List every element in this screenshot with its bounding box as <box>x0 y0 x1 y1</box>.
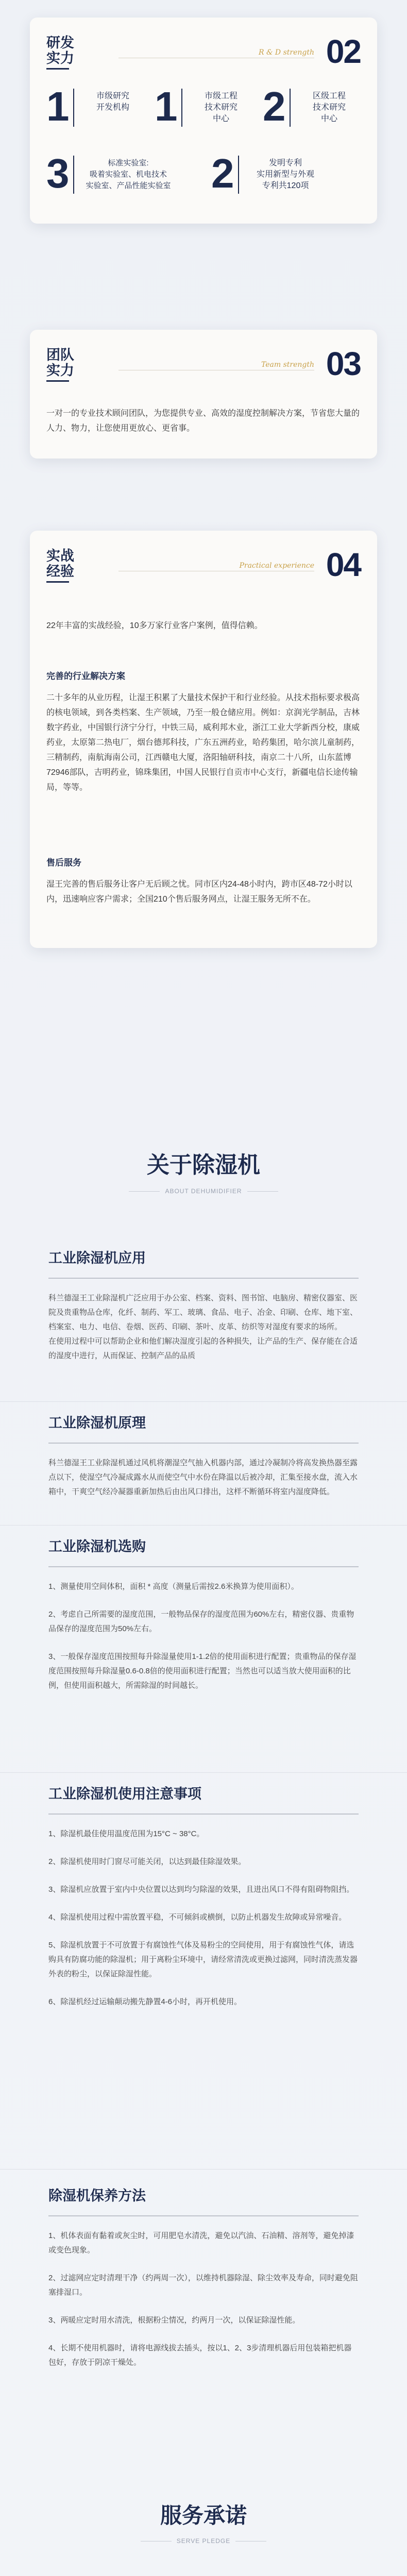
rd-card <box>30 18 377 224</box>
experience-intro: 22年丰富的实战经验，10多万家行业客户案例，值得信赖。 <box>46 621 263 630</box>
stat-item: 1 市级研究 开发机构 <box>46 83 129 129</box>
article-body: 科兰德湿王工业除湿机通过风机将潮湿空气抽入机器内部，通过冷凝制冷将高发换热器至露点以下，使湿空气冷凝成露水从而使空气中水份在降温以后被冷却，汇集至接水盘，流入水箱中，干爽空气经冷凝器重新加热后由出风口排出，这样不断循环将室内湿度降低。 <box>48 1459 358 1496</box>
article-body: 1、测量使用空间体积，面积 * 高度（测量后需按2.6米换算为使用面积）。 2、考虑自己所需要的湿度范围，一般物品保存的湿度范围为60%左右，精密仪器、贵重物品保存的湿度范围为50%左右。 3、一般保存湿度范围按照每升除湿量使用1-1.2倍的使用面积进行配置；贵重物品的保存湿度范围按照每升除湿量0.6-0.8倍的使用面积进行配置；当然也可以适当放大使用面积的比例，但使用面积越大，所需除湿的时间越长。 <box>48 1582 357 1690</box>
experience-header <box>46 548 361 584</box>
rd-header <box>46 35 361 71</box>
rd-script: R & D strength <box>259 48 314 57</box>
team-title: 团队 实力 <box>46 347 118 378</box>
experience-number: 04 <box>326 546 361 583</box>
stat-item: 1 市级工程 技术研究 中心 <box>155 83 238 129</box>
article-body: 科兰德湿王工业除湿机广泛应用于办公室、档案、资料、图书馆、电脑房、精密仪器室、医院及贵重物品仓库，化纤、制药、军工、玻璃、食品、电子、冶金、印刷、仓库、地下室、档案室、电力、电信、卷烟、医药、印刷、茶叶、皮革、纺织等对湿度有要求的场所。 在使用过程中可以帮助企业和他们解决湿度引起的各种损失，让产品的生产、保存能在合适的湿度中进行，从而保证、控制产品的品质 <box>48 1294 358 1360</box>
solutions-heading: 完善的行业解决方案 <box>46 671 125 681</box>
after-sales-heading: 售后服务 <box>46 858 81 868</box>
article-title: 除湿机保养方法 <box>48 2188 146 2204</box>
service-title: 服务承诺 <box>160 2503 247 2528</box>
experience-title: 实战 经验 <box>46 548 118 579</box>
after-sales-text: 湿王完善的售后服务让客户无后顾之忧。同市区内24-48小时内，跨市区48-72小时以内，迅速响应客户需求；全国210个售后服务网点，让湿王服务无所不在。 <box>46 880 352 904</box>
solutions-text: 二十多年的从业历程，让湿王积累了大量技术保护干和行业经验。从技术指标要求极高的核电领域，到各类档案、生产领域，乃至一般仓储应用。例如：京润光学制品，吉林数字药业，中国银行济宁分行，中铁三局，威利邦木业，浙江工业大学新西分校，康威药业，太原第二热电厂，烟台德邦科技，广东五洲药业，哈药集团，哈尔滨儿童制药，三精制药，南航海南公司，江西赣电大厦，洛阳轴研科技，南京二十八所，山东蓝博72946部队，吉明药业，锦珠集团，中国人民银行自贡市中心支行，新疆电信长途传输局，等等。 <box>46 693 360 792</box>
about-subtitle: ABOUT DEHUMIDIFIER <box>0 1188 407 1195</box>
article-title: 工业除湿机选购 <box>48 1539 146 1554</box>
team-number: 03 <box>326 345 361 382</box>
team-description: 一对一的专业技术顾问团队，为您提供专业、高效的湿度控制解决方案，节省您大量的人力、物力，让您使用更放心、更省事。 <box>46 409 360 433</box>
experience-script: Practical experience <box>239 562 314 570</box>
rd-number: 02 <box>326 33 361 70</box>
article-body: 1、机体表面有黏着或灰尘时，可用肥皂水清洗，避免以汽油、石油精、溶剂等，避免掉漆或变色现象。 2、过滤网应定时清理干净（约两周一次），以维持机器除湿、除尘效率及寿命，同时避免阻塞排湿口。 3、两暖应定时用水清洗，根据粉尘情况，约两月一次，以保证除湿性能。 4、长期不使用机器时，请将电源线拔去插头，按以1、2、3步清理机器后用包装箱把机器包好，存放于阴凉干燥处。 <box>48 2231 358 2367</box>
stat-item: 2 发明专利 实用新型与外观 专利共120项 <box>211 150 314 196</box>
team-script: Team strength <box>261 361 314 369</box>
team-header <box>46 347 361 383</box>
experience-card <box>30 531 377 948</box>
article-title: 工业除湿机应用 <box>48 1250 146 1266</box>
stat-item: 3 标准实验室: 吸着实验室、机电技术 实验室、产品性能实验室 <box>46 150 171 196</box>
stat-item: 2 区级工程 技术研究 中心 <box>263 83 346 129</box>
service-subtitle: SERVE PLEDGE <box>0 2537 407 2545</box>
article-title: 工业除湿机使用注意事项 <box>48 1786 201 1802</box>
team-card <box>30 330 377 459</box>
article-body: 1、除湿机最佳使用温度范围为15°C ~ 38°C。 2、除湿机使用时门窗尽可能关闭，以达到最佳除湿效果。 3、除湿机应放置于室内中央位置以达到均匀除湿的效果，且进出风口不得有阻碍物阻挡。 4、除湿机使用过程中需放置平稳，不可倾斜或横倒，以防止机器发生故障或异常噪音。 5、除湿机放置于不可放置于有腐蚀性气体及易粉尘的空间使用，用于有腐蚀性气体，请选购具有防腐功能的除湿机；用于离粉尘环境中，请经常清洗或更换过滤网，同时清洗蒸发器外表的粉尘，以保证除湿性能。 6、除湿机经过运输颠动搬先静置4-6小时，再开机使用。 <box>48 1829 358 2006</box>
article-title: 工业除湿机原理 <box>48 1415 146 1431</box>
about-title: 关于除湿机 <box>147 1153 260 1178</box>
rd-title: 研发 实力 <box>46 35 118 66</box>
